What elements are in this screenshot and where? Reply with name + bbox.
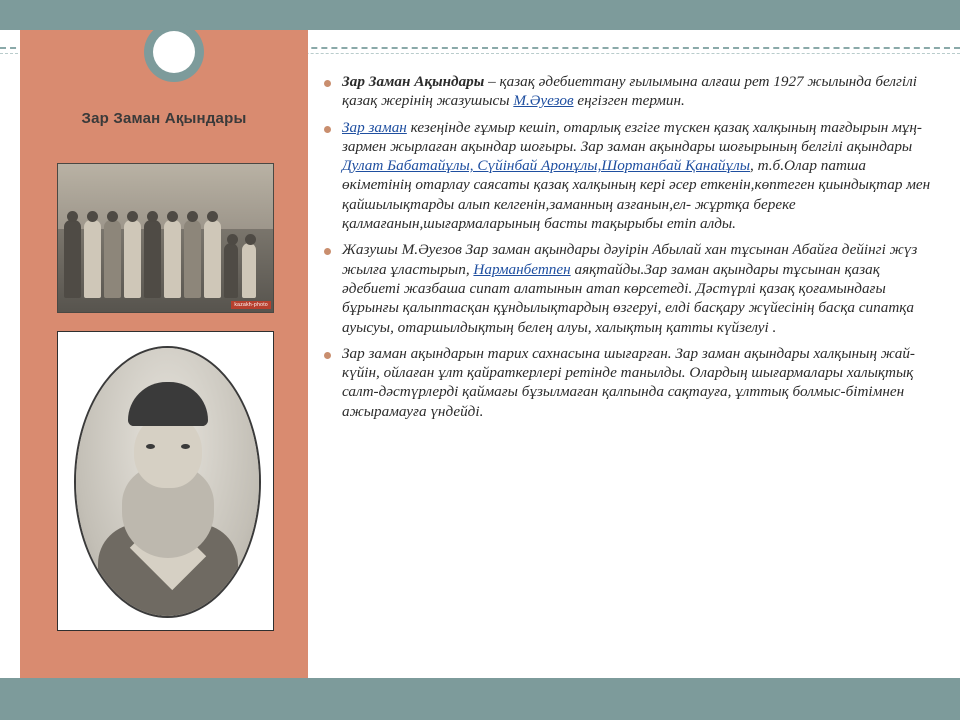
hyperlink[interactable]: Дулат Бабатайұлы, Сүйінбай Аронұлы,Шортанбай Қанайұлы [342, 157, 751, 175]
historical-group-photo [57, 163, 274, 313]
bullet-term: Зар Заман Ақындары [342, 73, 485, 90]
bullet-1 [320, 72, 938, 111]
bullet-3 [320, 240, 938, 336]
bullet-text: , т.б.Олар патша өкіметінің отарлау саясаты қазақ халқының кері әсер еткенін,көптеген қиындықтар мен қайшылықтарды алып келгенін,заманның азғанын,ел- жұртқа береке қалмағанын,шығармаларының басты тақырыбы етіп алды. [342, 157, 931, 233]
bullet-4 [320, 344, 938, 421]
trailing-period: . [479, 402, 484, 420]
photo-watermark: kazakh-photo [231, 301, 271, 309]
top-decorative-band [0, 0, 960, 30]
bullet-text: кезеңінде ғұмыр кешіп, отарлық езгіге түскен қазақ халқының тағдырын мұң-зармен жырлаған ақындар шоғыры. Зар заман ақындары шоғырының белгілі ақындары [342, 118, 922, 155]
poet-portrait-frame [57, 331, 274, 631]
bullet-text: еңгізген термин. [573, 92, 685, 110]
top-band-fill [0, 0, 960, 30]
page-title: Зар Заман Ақындары [81, 110, 247, 127]
bullet-text: аяқтайды.Зар заман ақындары тұсынан қазақ әдебиеті жазбаша сипат алатынын атап көрсетеді. Дәстүрлі қазақ қоғамындағы бұрынғы қалыптасқан құндылықтардың өзгеруі, елді басқару жүйесінің басқа сипатқа ауысуы, отаршылдықтың белең алуы, халықтың қатты күйзелуі . [342, 260, 914, 336]
bullet-text: Зар заман ақындарын тарих сахнасына шығарған. Зар заман ақындары халқының жай-күйін, ойлаған ұлт қайраткерлері ретінде танылды. Олардың шығармалары халықтық салт-дәстүрлерді қаймағы бұзылмаған қалпында сақтауға, ұлттық болмыс-бітімнен ажырамауға үндейді [342, 344, 915, 420]
bullet-text: – қазақ әдебиеттану ғылымына алғаш рет 1927 жылында белгілі қазақ жерінің жазушысы [342, 73, 917, 110]
bullet-text: Жазушы М.Әуезов Зар заман ақындары дәуірін Абылай хан тұсынан Абайға дейінгі жүз жылға ұластырып, [342, 241, 918, 278]
poet-portrait-oval [74, 346, 261, 618]
bullet-list [320, 72, 938, 421]
photo-figures [62, 202, 269, 298]
bottom-decorative-band [0, 678, 960, 720]
hyperlink[interactable]: М.Әуезов [513, 92, 574, 110]
bullet-2 [320, 118, 938, 234]
hyperlink[interactable]: Нарманбетпен [473, 260, 571, 278]
content-area [320, 72, 938, 712]
decorative-circle-inner [153, 31, 195, 73]
hyperlink[interactable]: Зар заман [342, 118, 407, 136]
